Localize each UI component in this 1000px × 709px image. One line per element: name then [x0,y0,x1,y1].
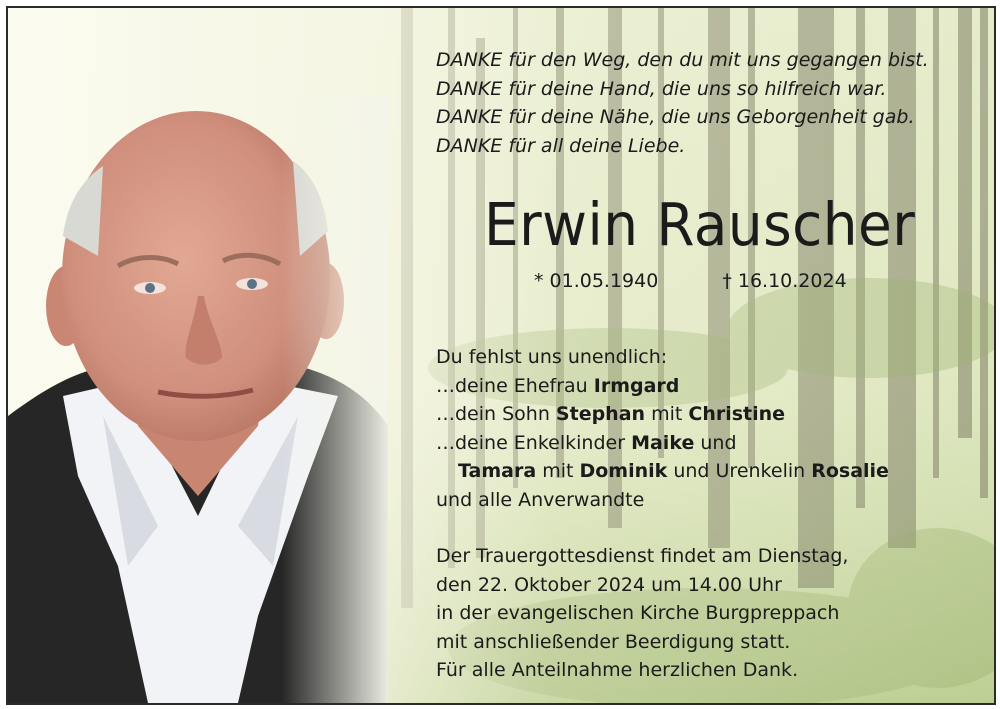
mourner-line [436,372,996,401]
poem-line: DANKE für deine Nähe, die uns Geborgenheit gab. [436,106,915,128]
mourner-text: …dein Sohn [436,403,556,426]
obituary-card [6,6,996,705]
mourner-text: …deine Enkelkinder [436,431,632,454]
mourner-name: Dominik [579,460,668,483]
mourner-name: Irmgard [593,374,680,397]
mourner-name: Christine [688,403,786,426]
mourner-text: …deine Ehefrau [436,374,594,397]
service-line: mit anschließender Beerdigung statt. [436,630,791,653]
service-line: den 22. Oktober 2024 um 14.00 Uhr [436,573,782,596]
service-line: Für alle Anteilnahme herzlichen Dank. [436,659,799,682]
poem-line: DANKE für all deine Liebe. [436,134,686,157]
mourner-name: Tamara [458,460,537,483]
life-dates [534,270,847,292]
mourner-line [436,429,996,458]
poem-line: DANKE für den Weg, den du mit uns gegangen bist. [436,49,929,71]
birth-date: * 01.05.1940 [534,270,659,292]
mourner-line [436,400,996,429]
mourners-intro: Du fehlst uns unendlich: [436,346,668,368]
mourner-text: und Urenkelin [667,460,812,483]
mourner-text: und [694,431,737,454]
mourner-line [436,457,996,486]
mourner-name: Maike [631,431,695,454]
mourner-name: Rosalie [811,460,889,483]
service-line: in der evangelischen Kirche Burgpreppach [436,602,840,625]
service-info [436,542,996,685]
portrait-photo [8,96,388,703]
poem [436,46,996,160]
mourner-text: mit [645,403,689,426]
mourner-text: mit [536,460,580,483]
mourners-outro: und alle Anverwandte [436,488,645,511]
poem-line: DANKE für deine Hand, die uns so hilfreich war. [436,77,887,100]
mourners-list [436,343,996,515]
deceased-name: Erwin Rauscher [484,190,916,259]
mourner-name: Stephan [555,403,646,426]
service-line: Der Trauergottesdienst findet am Dienstag, [436,545,849,567]
death-date: † 16.10.2024 [722,270,847,292]
